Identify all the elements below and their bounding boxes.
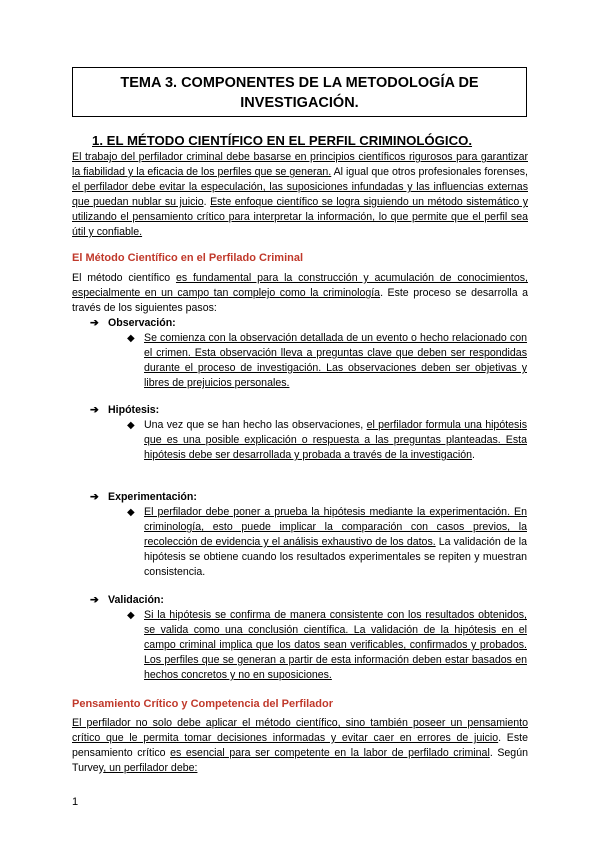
step-observacion-text <box>144 331 527 391</box>
page-number: 1 <box>72 796 79 808</box>
step-label: Experimentación: <box>108 491 197 503</box>
step-hipotesis-text <box>144 418 527 463</box>
step-hipotesis <box>90 404 159 416</box>
pensamiento-e: , un perfilador debe: <box>103 762 198 774</box>
metodo-heading: El Método Científico en el Perfilado Criminal <box>72 252 304 264</box>
title-line-1: TEMA 3. COMPONENTES DE LA METODOLOGÍA DE <box>120 75 479 91</box>
step-text-underlined: Se comienza con la observación detallada de un evento o hecho relacionado con el crimen. Esta observación lleva a preguntas clave que deben ser respondidas durante el proceso de investigación. Las observaciones deben ser objetivas y libres de prejuicios personales. <box>144 332 527 389</box>
step-text-underlined: Si la hipótesis se confirma de manera consistente con los resultados obtenidos, se valida como una conclusión científica. La validación de la hipótesis en el campo criminal implica que los datos sean verificables, confirmados y probados. Los perfiles que se generan a partir de esta información deben estar basados en hechos concretos y no en suposiciones. <box>144 609 527 681</box>
arrow-icon: ➔ <box>90 404 99 416</box>
metodo-intro-b: es fundamental para la construcción y acumulación de conocimientos, especialmente en un campo tan complejo como la criminología <box>72 272 528 299</box>
step-text-plain: Una vez que se han hecho las observaciones, <box>144 419 367 431</box>
arrow-icon: ➔ <box>90 491 99 503</box>
step-observacion <box>90 317 176 329</box>
diamond-bullet-icon: ◆ <box>127 333 135 344</box>
diamond-bullet-icon: ◆ <box>127 420 135 431</box>
step-label: Observación: <box>108 317 176 329</box>
step-text-underlined: el perfilador formula una hipótesis que es una posible explicación o respuesta a las preguntas planteadas. Esta hipótesis debe ser desarrollada y probada a través de la investigación <box>144 419 527 461</box>
step-validacion <box>90 594 164 606</box>
metodo-intro-a: El método científico <box>72 272 176 284</box>
pensamiento-c: es esencial para ser competente en la labor de perfilado criminal <box>170 747 490 759</box>
pensamiento-d: . Según Turvey <box>72 747 528 774</box>
step-experimentacion <box>90 491 197 503</box>
section-1-paragraph <box>72 150 528 240</box>
step-text-plain: La validación de la hipótesis se obtiene cuando los resultados experimentales se repiten y muestran consistencia. <box>144 536 527 578</box>
metodo-intro-c: . Este proceso se desarrolla a través de los siguientes pasos: <box>72 287 528 314</box>
pensamiento-heading: Pensamiento Crítico y Competencia del Perfilador <box>72 698 334 710</box>
p1-underlined-c: el perfilador debe evitar la especulación, las suposiciones infundadas y las influencias externas que puedan nublar su juicio <box>72 181 528 208</box>
pensamiento-paragraph <box>72 716 528 776</box>
arrow-icon: ➔ <box>90 317 99 329</box>
pensamiento-a: El perfilador no solo debe aplicar el método científico, sino también poseer un pensamiento crítico que le permita tomar decisiones informadas y evitar caer en errores de juicio <box>72 717 528 744</box>
p1-plain-d: . <box>203 196 211 208</box>
step-experimentacion-text <box>144 505 527 580</box>
title-box <box>72 67 527 117</box>
title-line-2: INVESTIGACIÓN. <box>240 95 359 111</box>
p1-plain-b: Al igual que otros profesionales forenses, <box>331 166 528 178</box>
step-label: Hipótesis: <box>108 404 160 416</box>
p1-underlined-e: Este enfoque científico se logra siguiendo un método sistemático y utilizando el pensamiento crítico para interpretar la información, lo que permite que el perfil sea útil y confiable. <box>72 196 528 238</box>
p1-underlined-a: El trabajo del perfilador criminal debe basarse en principios científicos rigurosos para garantizar la fiabilidad y la eficacia de los perfiles que se generan. <box>72 151 528 178</box>
step-text-underlined: El perfilador debe poner a prueba la hipótesis mediante la experimentación. En criminología, esto puede implicar la comparación con casos previos, la recolección de evidencia y el análisis exhaustivo de los datos. <box>144 506 527 548</box>
step-label: Validación: <box>108 594 164 606</box>
section-1-heading: 1. EL MÉTODO CIENTÍFICO EN EL PERFIL CRIMINOLÓGICO. <box>92 133 473 148</box>
pensamiento-b: . Este pensamiento crítico <box>72 732 528 759</box>
diamond-bullet-icon: ◆ <box>127 507 135 518</box>
step-text-end: . <box>472 449 475 461</box>
arrow-icon: ➔ <box>90 594 99 606</box>
step-validacion-text <box>144 608 527 683</box>
metodo-intro <box>72 271 528 316</box>
diamond-bullet-icon: ◆ <box>127 610 135 621</box>
